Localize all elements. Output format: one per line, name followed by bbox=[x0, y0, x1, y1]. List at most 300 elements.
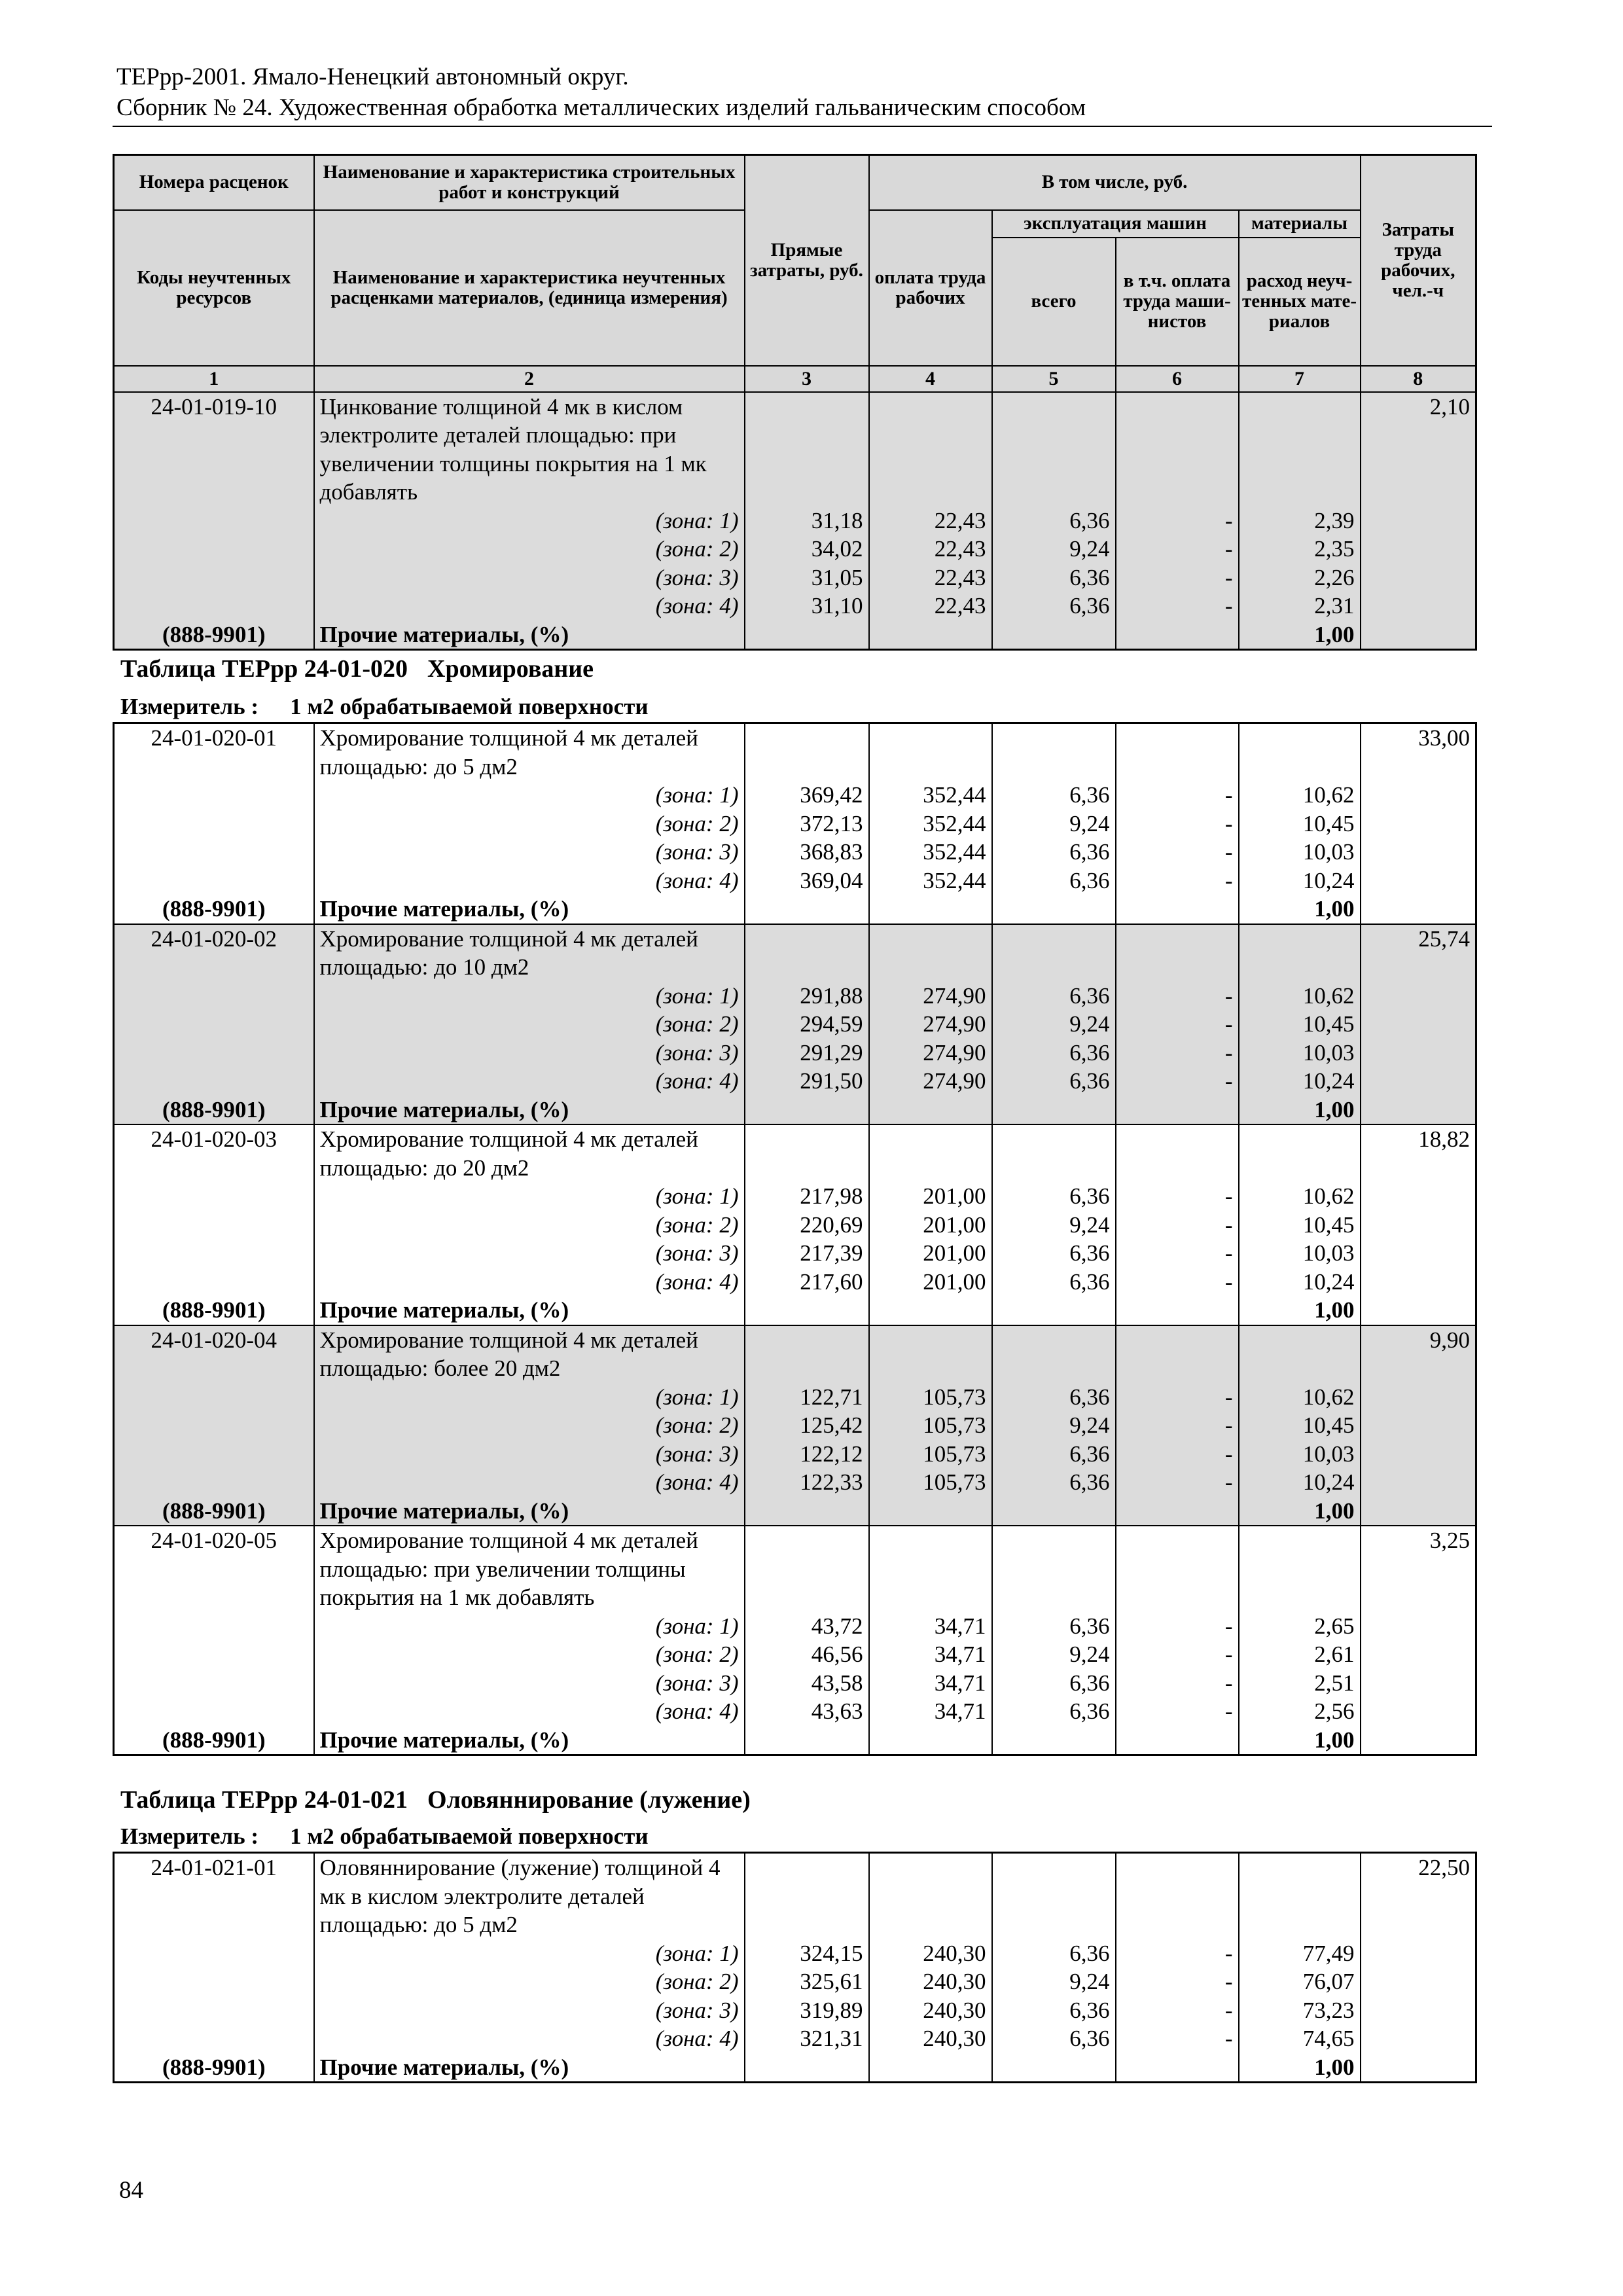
zone-value: 10,62 bbox=[1239, 781, 1361, 810]
zone-value: - bbox=[1116, 982, 1239, 1011]
zone-label: (зона: 2) bbox=[314, 535, 745, 564]
zone-value: 122,33 bbox=[745, 1468, 869, 1497]
empty-cell bbox=[114, 1697, 314, 1726]
zone-label: (зона: 1) bbox=[314, 1612, 745, 1641]
empty-cell bbox=[992, 1726, 1116, 1755]
col-number: 2 bbox=[314, 366, 745, 392]
zone-row bbox=[114, 1039, 1476, 1067]
empty-cell bbox=[1361, 1010, 1476, 1039]
zone-value: - bbox=[1116, 1669, 1239, 1698]
zone-value: 324,15 bbox=[745, 1939, 869, 1968]
col-machinist-pay: в т.ч. оплата труда маши-нистов bbox=[1116, 238, 1239, 366]
col-materials: материалы bbox=[1239, 210, 1361, 238]
empty-cell bbox=[992, 1853, 1116, 1939]
material-value: 1,00 bbox=[1239, 895, 1361, 924]
zone-value: 10,62 bbox=[1239, 1383, 1361, 1412]
rate-code: 24-01-021-01 bbox=[114, 1853, 314, 1939]
col-number: 5 bbox=[992, 366, 1116, 392]
material-name: Прочие материалы, (%) bbox=[314, 2053, 745, 2083]
zone-value: - bbox=[1116, 2024, 1239, 2053]
empty-cell bbox=[745, 895, 869, 924]
empty-cell bbox=[1361, 620, 1476, 650]
empty-cell bbox=[1116, 1726, 1239, 1755]
zone-value: 22,43 bbox=[869, 592, 992, 620]
rates-table-020 bbox=[113, 722, 1477, 1756]
zone-row bbox=[114, 592, 1476, 620]
zone-value: 6,36 bbox=[992, 1039, 1116, 1067]
zone-label: (зона: 1) bbox=[314, 1383, 745, 1412]
zone-value: 352,44 bbox=[869, 867, 992, 895]
empty-cell bbox=[1361, 1067, 1476, 1096]
other-materials-row bbox=[114, 1096, 1476, 1125]
table-number: Таблица ТЕРрр 24-01-021 bbox=[120, 1786, 408, 1814]
rate-description: Хромирование толщиной 4 мк деталей площадью: до 5 дм2 bbox=[314, 723, 745, 781]
empty-cell bbox=[114, 592, 314, 620]
zone-value: 6,36 bbox=[992, 1440, 1116, 1469]
zone-row bbox=[114, 564, 1476, 592]
section-020 bbox=[114, 723, 1476, 1755]
zone-row bbox=[114, 1996, 1476, 2025]
zone-value: 291,88 bbox=[745, 982, 869, 1011]
zone-value: 31,05 bbox=[745, 564, 869, 592]
empty-cell bbox=[1239, 1853, 1361, 1939]
empty-cell bbox=[745, 1325, 869, 1383]
zone-value: 105,73 bbox=[869, 1383, 992, 1412]
zone-value: 368,83 bbox=[745, 838, 869, 867]
zone-value: - bbox=[1116, 1697, 1239, 1726]
rate-code: 24-01-020-02 bbox=[114, 924, 314, 982]
zone-row bbox=[114, 810, 1476, 838]
zone-value: 217,98 bbox=[745, 1182, 869, 1211]
empty-cell bbox=[869, 2053, 992, 2083]
empty-cell bbox=[114, 1996, 314, 2025]
rate-row bbox=[114, 1325, 1476, 1383]
empty-cell bbox=[1361, 1039, 1476, 1067]
empty-cell bbox=[114, 1383, 314, 1412]
empty-cell bbox=[745, 392, 869, 507]
zone-label: (зона: 4) bbox=[314, 592, 745, 620]
empty-cell bbox=[1116, 392, 1239, 507]
col-rate-numbers: Номера расценок bbox=[114, 155, 314, 210]
zone-row bbox=[114, 1468, 1476, 1497]
zone-value: 105,73 bbox=[869, 1468, 992, 1497]
zone-value: - bbox=[1116, 592, 1239, 620]
zone-value: 9,24 bbox=[992, 810, 1116, 838]
col-number: 8 bbox=[1361, 366, 1476, 392]
empty-cell bbox=[1239, 392, 1361, 507]
col-work-name: Наименование и характеристика строительных работ и конструкций bbox=[314, 155, 745, 210]
zone-value: 9,24 bbox=[992, 1411, 1116, 1440]
section-019 bbox=[114, 392, 1476, 650]
zone-value: 2,61 bbox=[1239, 1640, 1361, 1669]
empty-cell bbox=[869, 1325, 992, 1383]
zone-row bbox=[114, 1697, 1476, 1726]
measure-label: Измеритель : bbox=[120, 694, 259, 719]
empty-cell bbox=[992, 392, 1116, 507]
zone-value: 122,12 bbox=[745, 1440, 869, 1469]
zone-row bbox=[114, 1268, 1476, 1297]
zone-row bbox=[114, 1669, 1476, 1698]
zone-label: (зона: 4) bbox=[314, 2024, 745, 2053]
zone-label: (зона: 3) bbox=[314, 1669, 745, 1698]
zone-row bbox=[114, 1411, 1476, 1440]
zone-value: 10,03 bbox=[1239, 1440, 1361, 1469]
material-name: Прочие материалы, (%) bbox=[314, 1497, 745, 1526]
zone-value: 9,24 bbox=[992, 1640, 1116, 1669]
empty-cell bbox=[114, 564, 314, 592]
zone-value: 274,90 bbox=[869, 1039, 992, 1067]
empty-cell bbox=[114, 781, 314, 810]
zone-value: - bbox=[1116, 781, 1239, 810]
rate-description: Оловяннирование (лужение) толщиной 4 мк в кислом электролите деталей площадью: до 5 дм2 bbox=[314, 1853, 745, 1939]
rate-row bbox=[114, 1124, 1476, 1182]
zone-value: 10,45 bbox=[1239, 1010, 1361, 1039]
zone-row bbox=[114, 1440, 1476, 1469]
zone-label: (зона: 3) bbox=[314, 1996, 745, 2025]
zone-value: 372,13 bbox=[745, 810, 869, 838]
empty-cell bbox=[1361, 1268, 1476, 1297]
rate-code: 24-01-020-04 bbox=[114, 1325, 314, 1383]
rate-description: Хромирование толщиной 4 мк деталей площадью: до 20 дм2 bbox=[314, 1124, 745, 1182]
empty-cell bbox=[745, 1124, 869, 1182]
resource-code: (888-9901) bbox=[114, 620, 314, 650]
zone-row bbox=[114, 1383, 1476, 1412]
empty-cell bbox=[745, 1296, 869, 1325]
zone-value: 6,36 bbox=[992, 564, 1116, 592]
table-title-020 bbox=[120, 655, 594, 683]
zone-value: 122,71 bbox=[745, 1383, 869, 1412]
empty-cell bbox=[745, 1726, 869, 1755]
col-worker-pay: оплата труда рабочих bbox=[869, 210, 992, 366]
empty-cell bbox=[114, 1067, 314, 1096]
zone-label: (зона: 4) bbox=[314, 1268, 745, 1297]
empty-cell bbox=[1116, 1124, 1239, 1182]
empty-cell bbox=[114, 1967, 314, 1996]
empty-cell bbox=[1361, 895, 1476, 924]
empty-cell bbox=[1116, 1497, 1239, 1526]
zone-value: 43,63 bbox=[745, 1697, 869, 1726]
empty-cell bbox=[992, 2053, 1116, 2083]
empty-cell bbox=[869, 1726, 992, 1755]
zone-value: 6,36 bbox=[992, 1669, 1116, 1698]
empty-cell bbox=[1361, 1939, 1476, 1968]
resource-code: (888-9901) bbox=[114, 895, 314, 924]
col-number: 6 bbox=[1116, 366, 1239, 392]
empty-cell bbox=[1361, 867, 1476, 895]
material-name: Прочие материалы, (%) bbox=[314, 620, 745, 650]
empty-cell bbox=[114, 1440, 314, 1469]
empty-cell bbox=[1361, 781, 1476, 810]
zone-value: - bbox=[1116, 1211, 1239, 1240]
zone-value: 240,30 bbox=[869, 1967, 992, 1996]
zone-value: - bbox=[1116, 838, 1239, 867]
empty-cell bbox=[992, 1096, 1116, 1125]
measure-unit: 1 м2 обрабатываемой поверхности bbox=[290, 1823, 649, 1849]
empty-cell bbox=[1116, 924, 1239, 982]
zone-value: 2,31 bbox=[1239, 592, 1361, 620]
col-labor-costs: Затраты труда рабочих, чел.-ч bbox=[1361, 155, 1476, 366]
table-number: Таблица ТЕРрр 24-01-020 bbox=[120, 655, 408, 683]
zone-value: 34,71 bbox=[869, 1612, 992, 1641]
material-value: 1,00 bbox=[1239, 1296, 1361, 1325]
zone-value: 294,59 bbox=[745, 1010, 869, 1039]
empty-cell bbox=[1361, 1996, 1476, 2025]
zone-value: 201,00 bbox=[869, 1268, 992, 1297]
zone-value: 6,36 bbox=[992, 781, 1116, 810]
zone-value: 352,44 bbox=[869, 810, 992, 838]
empty-cell bbox=[1361, 507, 1476, 535]
material-value: 1,00 bbox=[1239, 1096, 1361, 1125]
zone-value: 77,49 bbox=[1239, 1939, 1361, 1968]
table-name: Оловяннирование (лужение) bbox=[427, 1786, 751, 1814]
column-headers bbox=[114, 155, 1476, 392]
empty-cell bbox=[1239, 1526, 1361, 1612]
empty-cell bbox=[869, 1296, 992, 1325]
zone-value: 325,61 bbox=[745, 1967, 869, 1996]
zone-value: 10,24 bbox=[1239, 867, 1361, 895]
empty-cell bbox=[992, 1526, 1116, 1612]
zone-value: 274,90 bbox=[869, 1067, 992, 1096]
header-rule bbox=[113, 126, 1492, 127]
zone-value: 74,65 bbox=[1239, 2024, 1361, 2053]
empty-cell bbox=[992, 924, 1116, 982]
zone-label: (зона: 3) bbox=[314, 1239, 745, 1268]
empty-cell bbox=[114, 1039, 314, 1067]
material-name: Прочие материалы, (%) bbox=[314, 1726, 745, 1755]
empty-cell bbox=[1239, 1325, 1361, 1383]
measure-021 bbox=[120, 1823, 648, 1850]
page-number: 84 bbox=[119, 2177, 143, 2204]
zone-label: (зона: 1) bbox=[314, 507, 745, 535]
empty-cell bbox=[114, 1268, 314, 1297]
zone-value: 352,44 bbox=[869, 781, 992, 810]
zone-value: 10,45 bbox=[1239, 1211, 1361, 1240]
empty-cell bbox=[114, 1411, 314, 1440]
empty-cell bbox=[869, 392, 992, 507]
zone-value: - bbox=[1116, 1967, 1239, 1996]
zone-value: 6,36 bbox=[992, 1067, 1116, 1096]
zone-value: - bbox=[1116, 1268, 1239, 1297]
zone-row bbox=[114, 1010, 1476, 1039]
empty-cell bbox=[1361, 564, 1476, 592]
col-machine-operation: эксплуатация машин bbox=[992, 210, 1239, 238]
zone-value: 321,31 bbox=[745, 2024, 869, 2053]
zone-value: - bbox=[1116, 1640, 1239, 1669]
zone-value: - bbox=[1116, 1411, 1239, 1440]
zone-value: 6,36 bbox=[992, 1268, 1116, 1297]
zone-value: 73,23 bbox=[1239, 1996, 1361, 2025]
zone-value: 22,43 bbox=[869, 535, 992, 564]
zone-value: - bbox=[1116, 564, 1239, 592]
empty-cell bbox=[114, 810, 314, 838]
zone-label: (зона: 2) bbox=[314, 1211, 745, 1240]
empty-cell bbox=[869, 924, 992, 982]
material-name: Прочие материалы, (%) bbox=[314, 1296, 745, 1325]
rate-code: 24-01-020-05 bbox=[114, 1526, 314, 1612]
zone-value: 6,36 bbox=[992, 507, 1116, 535]
zone-value: - bbox=[1116, 810, 1239, 838]
empty-cell bbox=[1116, 1853, 1239, 1939]
empty-cell bbox=[114, 867, 314, 895]
empty-cell bbox=[114, 1211, 314, 1240]
zone-value: 125,42 bbox=[745, 1411, 869, 1440]
zone-label: (зона: 2) bbox=[314, 1640, 745, 1669]
zone-value: 6,36 bbox=[992, 1239, 1116, 1268]
zone-value: 319,89 bbox=[745, 1996, 869, 2025]
zone-row bbox=[114, 1640, 1476, 1669]
labor-cost: 3,25 bbox=[1361, 1526, 1476, 1612]
empty-cell bbox=[1116, 1526, 1239, 1612]
zone-value: 9,24 bbox=[992, 1967, 1116, 1996]
zone-value: - bbox=[1116, 1996, 1239, 2025]
rate-description: Хромирование толщиной 4 мк деталей площадью: при увеличении толщины покрытия на 1 мк добавлять bbox=[314, 1526, 745, 1612]
zone-value: 10,03 bbox=[1239, 1239, 1361, 1268]
zone-value: 352,44 bbox=[869, 838, 992, 867]
zone-label: (зона: 1) bbox=[314, 1182, 745, 1211]
col-unaccounted-materials: расход неуч-тенных мате-риалов bbox=[1239, 238, 1361, 366]
zone-value: 43,58 bbox=[745, 1669, 869, 1698]
zone-label: (зона: 4) bbox=[314, 867, 745, 895]
empty-cell bbox=[992, 723, 1116, 781]
zone-value: 6,36 bbox=[992, 982, 1116, 1011]
empty-cell bbox=[114, 2024, 314, 2053]
rate-row bbox=[114, 392, 1476, 507]
zone-value: 369,42 bbox=[745, 781, 869, 810]
empty-cell bbox=[745, 620, 869, 650]
zone-label: (зона: 2) bbox=[314, 810, 745, 838]
zone-value: 291,29 bbox=[745, 1039, 869, 1067]
zone-label: (зона: 4) bbox=[314, 1067, 745, 1096]
col-resource-codes: Коды неучтенных ресурсов bbox=[114, 210, 314, 366]
zone-value: 22,43 bbox=[869, 507, 992, 535]
rate-row bbox=[114, 723, 1476, 781]
rate-description: Цинкование толщиной 4 мк в кислом электролите деталей площадью: при увеличении толщины покрытия на 1 мк добавлять bbox=[314, 392, 745, 507]
zone-label: (зона: 1) bbox=[314, 781, 745, 810]
empty-cell bbox=[1116, 1325, 1239, 1383]
zone-value: - bbox=[1116, 535, 1239, 564]
resource-code: (888-9901) bbox=[114, 1296, 314, 1325]
col-including: В том числе, руб. bbox=[869, 155, 1361, 210]
zone-value: 10,62 bbox=[1239, 982, 1361, 1011]
empty-cell bbox=[869, 895, 992, 924]
empty-cell bbox=[1239, 723, 1361, 781]
zone-value: 34,71 bbox=[869, 1669, 992, 1698]
empty-cell bbox=[869, 1853, 992, 1939]
zone-value: 22,43 bbox=[869, 564, 992, 592]
zone-row bbox=[114, 1239, 1476, 1268]
empty-cell bbox=[114, 1010, 314, 1039]
empty-cell bbox=[1361, 1440, 1476, 1469]
zone-value: - bbox=[1116, 1039, 1239, 1067]
zone-value: 6,36 bbox=[992, 1996, 1116, 2025]
other-materials-row bbox=[114, 1726, 1476, 1755]
zone-value: 240,30 bbox=[869, 1996, 992, 2025]
header-title: ТЕРрр-2001. Ямало-Ненецкий автономный округ. bbox=[116, 63, 629, 90]
zone-value: 240,30 bbox=[869, 2024, 992, 2053]
header-subtitle: Сборник № 24. Художественная обработка металлических изделий гальваническим способом bbox=[116, 94, 1086, 121]
empty-cell bbox=[1361, 1497, 1476, 1526]
empty-cell bbox=[114, 982, 314, 1011]
zone-value: 34,71 bbox=[869, 1640, 992, 1669]
zone-value: - bbox=[1116, 1010, 1239, 1039]
rates-table-021 bbox=[113, 1852, 1477, 2083]
empty-cell bbox=[1361, 2024, 1476, 2053]
empty-cell bbox=[1361, 2053, 1476, 2083]
zone-value: 240,30 bbox=[869, 1939, 992, 1968]
zone-value: 10,24 bbox=[1239, 1468, 1361, 1497]
zone-value: 10,45 bbox=[1239, 810, 1361, 838]
rates-table-head bbox=[113, 154, 1477, 651]
zone-label: (зона: 2) bbox=[314, 1010, 745, 1039]
zone-value: 10,24 bbox=[1239, 1067, 1361, 1096]
zone-value: 46,56 bbox=[745, 1640, 869, 1669]
col-material-name: Наименование и характеристика неучтенных расценками материалов, (единица измерения) bbox=[314, 210, 745, 366]
zone-value: 2,39 bbox=[1239, 507, 1361, 535]
empty-cell bbox=[745, 723, 869, 781]
empty-cell bbox=[992, 620, 1116, 650]
empty-cell bbox=[745, 1526, 869, 1612]
zone-value: 201,00 bbox=[869, 1182, 992, 1211]
zone-row bbox=[114, 867, 1476, 895]
empty-cell bbox=[1361, 1182, 1476, 1211]
zone-value: 10,24 bbox=[1239, 1268, 1361, 1297]
zone-value: 369,04 bbox=[745, 867, 869, 895]
zone-value: 31,18 bbox=[745, 507, 869, 535]
empty-cell bbox=[1116, 1096, 1239, 1125]
material-value: 1,00 bbox=[1239, 1726, 1361, 1755]
measure-label: Измеритель : bbox=[120, 1823, 259, 1849]
empty-cell bbox=[1361, 838, 1476, 867]
zone-value: 201,00 bbox=[869, 1239, 992, 1268]
empty-cell bbox=[869, 1096, 992, 1125]
empty-cell bbox=[1239, 1124, 1361, 1182]
empty-cell bbox=[992, 895, 1116, 924]
zone-value: 6,36 bbox=[992, 1182, 1116, 1211]
zone-value: 274,90 bbox=[869, 982, 992, 1011]
empty-cell bbox=[1116, 2053, 1239, 2083]
empty-cell bbox=[992, 1497, 1116, 1526]
zone-label: (зона: 2) bbox=[314, 1967, 745, 1996]
zone-row bbox=[114, 1612, 1476, 1641]
zone-value: 2,35 bbox=[1239, 535, 1361, 564]
zone-value: 9,24 bbox=[992, 1010, 1116, 1039]
zone-value: 10,45 bbox=[1239, 1411, 1361, 1440]
empty-cell bbox=[1116, 895, 1239, 924]
empty-cell bbox=[114, 1612, 314, 1641]
zone-value: 10,03 bbox=[1239, 838, 1361, 867]
zone-value: - bbox=[1116, 1383, 1239, 1412]
rate-code: 24-01-019-10 bbox=[114, 392, 314, 507]
zone-value: 6,36 bbox=[992, 1939, 1116, 1968]
other-materials-row bbox=[114, 1296, 1476, 1325]
empty-cell bbox=[114, 1669, 314, 1698]
zone-value: 217,39 bbox=[745, 1239, 869, 1268]
other-materials-row bbox=[114, 2053, 1476, 2083]
zone-value: 220,69 bbox=[745, 1211, 869, 1240]
zone-value: 105,73 bbox=[869, 1411, 992, 1440]
zone-value: 34,02 bbox=[745, 535, 869, 564]
empty-cell bbox=[1361, 1669, 1476, 1698]
zone-value: 9,24 bbox=[992, 1211, 1116, 1240]
empty-cell bbox=[1361, 1411, 1476, 1440]
zone-label: (зона: 1) bbox=[314, 982, 745, 1011]
empty-cell bbox=[114, 1239, 314, 1268]
empty-cell bbox=[1239, 924, 1361, 982]
material-value: 1,00 bbox=[1239, 1497, 1361, 1526]
zone-label: (зона: 4) bbox=[314, 1468, 745, 1497]
zone-row bbox=[114, 982, 1476, 1011]
empty-cell bbox=[1361, 1640, 1476, 1669]
